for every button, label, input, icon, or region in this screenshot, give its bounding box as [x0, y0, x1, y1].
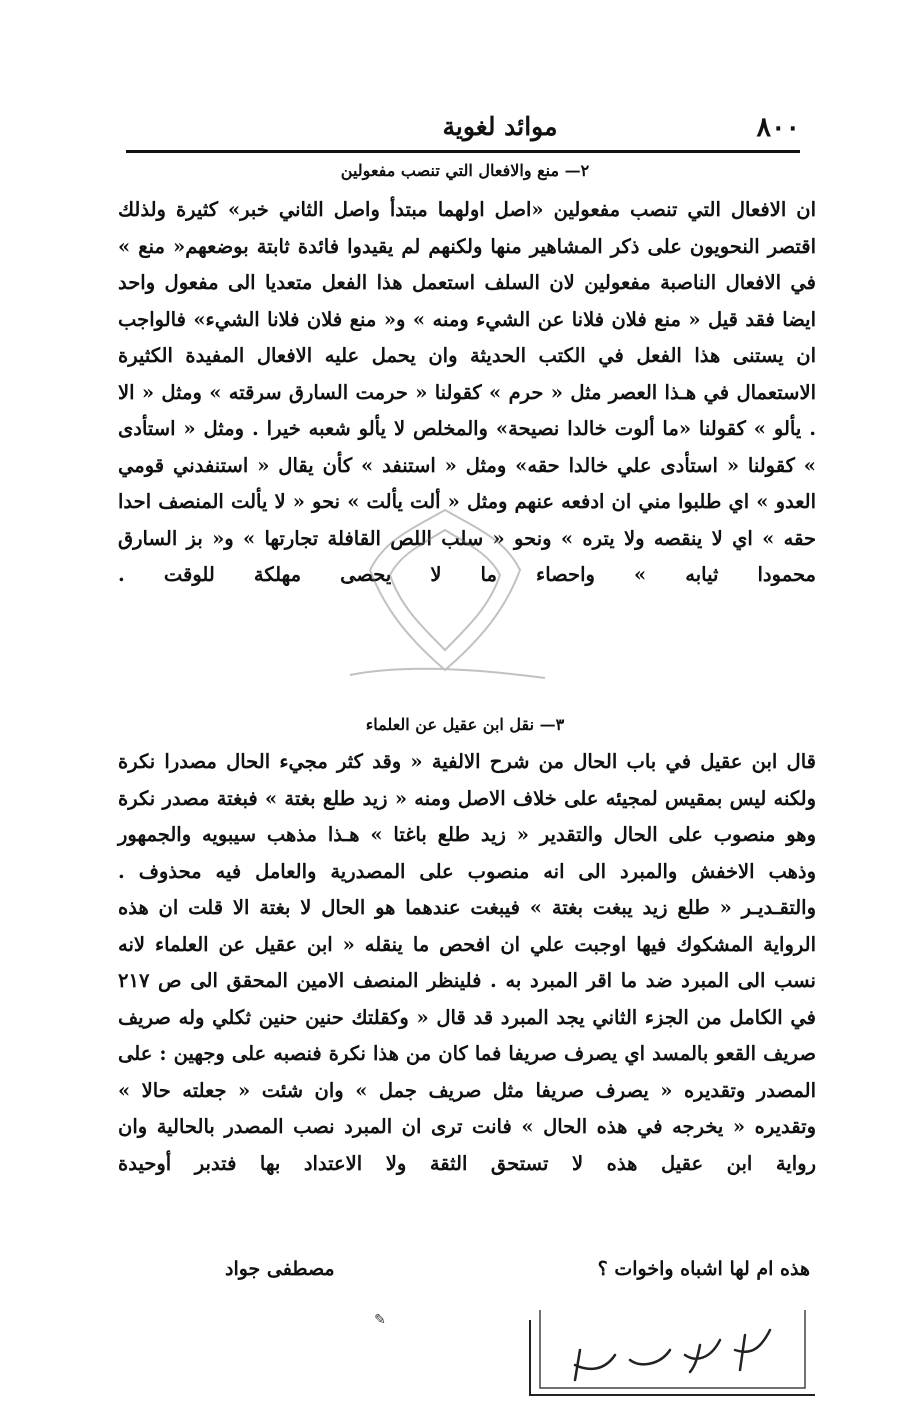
page-number: ٨٠٠: [756, 112, 800, 143]
section-3-heading: ٣— نقل ابن عقيل عن العلماء: [365, 715, 565, 734]
section-3-paragraph: قال ابن عقيل في باب الحال من شرح الالفية « وقد كثر مجيء الحال مصدرا نكرة ولكنه ليس بمقيس لمجيئه على خلاف الاصل ومنه « زيد طلع بغتة » فبغتة مصدر نكرة وهو منصوب على الحال والتقدير « زيد طلع باغتا » هـذا مذهب سيبويه والجمهور وذهب الاخفش والمبرد الى انه منصوب على المصدرية والعامل فيه محذوف . والتقـديـر « طلع زيد يبغت بغتة » فيبغت عندهما هو الحال لا بغتة الا قلت ان هذه الرواية المشكوك فيها اوجبت علي ان افحص ما ينقله « ابن عقيل عن العلماء لانه نسب الى المبرد ضد ما اقر المبرد به . فلينظر المنصف الامين المحقق الى ص ٢١٧ في الكامل من الجزء الثاني يجد المبرد قد قال « وكقلتك حنين حنين ثكلي وله صريف صريف القعو بالمسد اي يصرف صريفا فما كان من هذا نكرة فنصبه على وجهين : على المصدر وتقديره « يصرف صريفا مثل صريف جمل » وان شئت « جعلته حالا » وتقديره « يخرجه في هذه الحال » فانت ترى ان المبرد نصب المصدر بالحالية وان رواية ابن عقيل هذه لا تستحق الثقة ولا الاعتداد بها فتدبر أوحيدة: [118, 750, 816, 1175]
section-2-paragraph: ان الافعال التي تنصب مفعولين «اصل اولهما مبتدأ واصل الثاني خبر» كثيرة ولذلك اقتصر النحويون على ذكر المشاهير منها ولكنهم لم يقيدوا فائدة ثابتة بوضعهم« منع » في الافعال الناصبة مفعولين لان السلف استعمل هذا الفعل متعديا الى مفعول واحد ايضا فقد قيل « منع فلان فلانا عن الشيء ومنه » و« منع فلان فلانا الشيء» فالواجب ان يستنى هذا الفعل في الكتب الحديثة وان يحمل عليه الافعال المفيدة الكثيرة الاستعمال في هـذا العصر مثل « حرم » كقولنا « حرمت السارق سرقته » ومثل « الا . يألو » كقولنا «ما ألوت خالدا نصيحة» والمخلص لا يألو شعبه خيرا . ومثل « استأدى » كقولنا « استأدى علي خالدا حقه» ومثل « استنفد » كأن يقال « استنفدني قومي العدو » اي طلبوا مني ان ادفعه عنهم ومثل « ألت يألت » نحو « لا يألت المنصف احدا حقه » اي لا ينقصه ولا يتره » ونحو « سلب اللص القافلة تجارتها » و« بز السارق محمودا ثيابه » واحصاء ما لا يحصى مهلكة للوقت .: [118, 198, 816, 586]
section-2-heading: ٢— منع والافعال التي تنصب مفعولين: [340, 161, 590, 180]
library-seal: [330, 500, 560, 690]
library-stamp: [520, 1300, 820, 1400]
closing-row: [130, 1258, 810, 1290]
running-head: [120, 112, 800, 148]
journal-title: موائد لغوية: [442, 112, 558, 141]
author-signature: مصطفى جواد: [225, 1258, 335, 1280]
header-rule: [126, 150, 800, 153]
closing-line: هذه ام لها اشباه واخوات ؟: [597, 1258, 810, 1280]
handwritten-mark: ✎: [374, 1312, 386, 1328]
